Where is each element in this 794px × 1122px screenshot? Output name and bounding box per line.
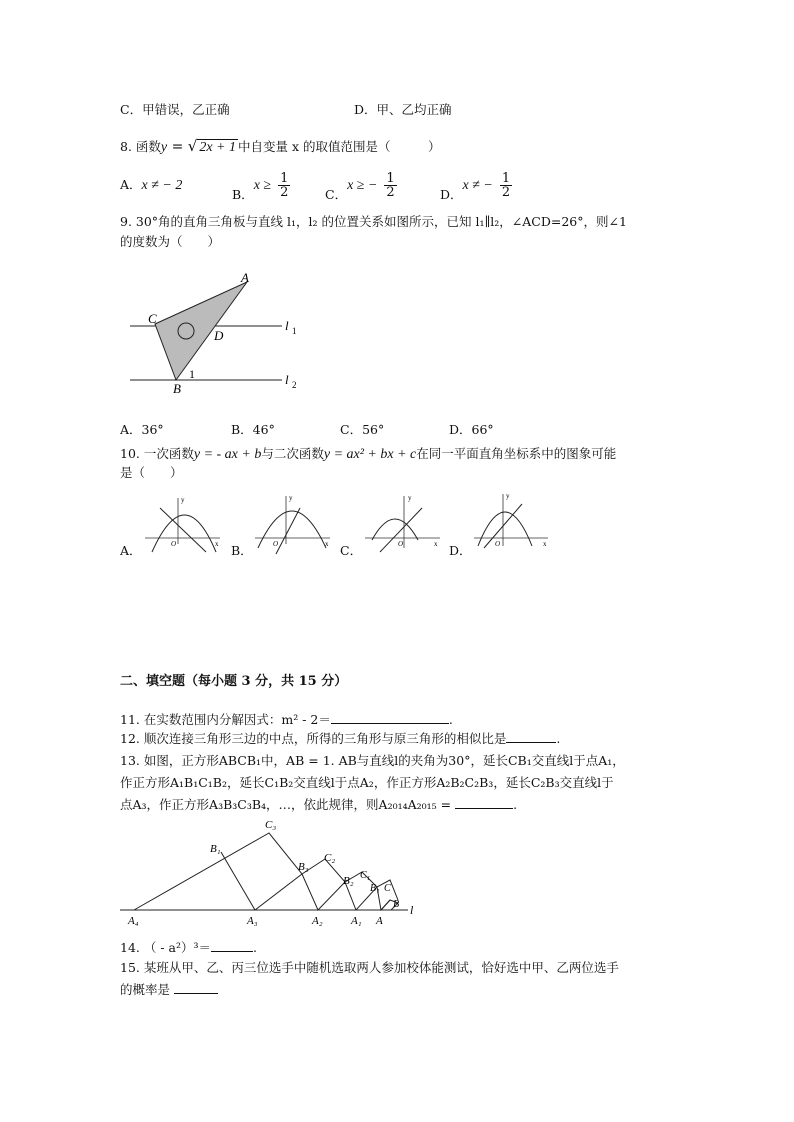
svg-text:y: y xyxy=(506,492,510,500)
q7-option-d: D．甲、乙均正确 xyxy=(354,102,452,117)
q8-formula-y: y xyxy=(160,140,168,155)
label-l2: l xyxy=(285,372,289,387)
svg-text:A: A xyxy=(376,915,383,927)
svg-text:C: C xyxy=(384,883,391,894)
svg-text:x: x xyxy=(434,540,438,548)
q8-stem: 8. 函数y = √ 2x + 1 中自变量 x 的取值范围是（ ） xyxy=(120,137,441,155)
svg-text:B₂: B₂ xyxy=(343,875,354,887)
section-2-title: 二、填空题（每小题 3 分，共 15 分） xyxy=(120,674,348,689)
q15-line1: 15. 某班从甲、乙、丙三位选手中随机选取两人参加校体能测试，恰好选中甲、乙两位选手 xyxy=(120,960,619,975)
q9-option-a: A．36° xyxy=(120,422,164,437)
q11: 11. 在实数范围内分解因式：m² - 2＝ . xyxy=(120,712,453,727)
q9-line1: 9. 30°角的直角三角板与直线 l₁，l₂ 的位置关系如图所示，已知 l₁∥l₂，∠ACD=26°，则∠1 xyxy=(120,214,627,229)
q9-option-c: C．56° xyxy=(340,422,385,437)
q13-line3: 点A₃，作正方形A₃B₃C₃B₄，…，依此规律，则A₂₀₁₄A₂₀₁₅ = . xyxy=(120,797,518,812)
q8-radicand: 2x + 1 xyxy=(199,140,236,155)
svg-text:y: y xyxy=(289,494,293,502)
svg-text:y: y xyxy=(181,496,185,504)
q10-option-b: B． xyxy=(231,543,253,558)
q13-line2: 作正方形A₁B₁C₁B₂，延长C₁B₂交直线l于点A₂，作正方形A₂B₂C₂B₃，延长C₂B₃交直线l于 xyxy=(120,775,614,790)
svg-text:C₁: C₁ xyxy=(360,870,371,881)
svg-text:O: O xyxy=(171,540,177,548)
q14-blank[interactable] xyxy=(211,939,253,952)
svg-text:2: 2 xyxy=(292,380,297,390)
svg-text:O: O xyxy=(273,540,279,548)
q8-prefix: 8. 函数 xyxy=(120,139,161,154)
q9-option-b: B．46° xyxy=(231,422,275,437)
q8-option-c: C．x ≥ − $\frac{1}{2}$ xyxy=(325,171,395,202)
q10-quadratic-formula: y = ax² + bx + c xyxy=(323,447,417,462)
label-C: C xyxy=(148,311,157,326)
label-D: D xyxy=(214,328,224,343)
svg-text:A₂: A₂ xyxy=(312,915,323,927)
label-angle-1: 1 xyxy=(189,367,195,381)
q7-option-c: C．甲错误，乙正确 xyxy=(120,102,230,117)
label-l1: l xyxy=(285,318,289,333)
q10-option-d: D． xyxy=(449,543,472,558)
svg-text:A₁: A₁ xyxy=(351,915,362,927)
svg-text:l: l xyxy=(410,903,414,917)
q8-option-a: A．x ≠ − 2 xyxy=(120,177,183,193)
q8-suffix: 中自变量 x 的取值范围是（ ） xyxy=(238,139,441,154)
svg-text:B: B xyxy=(393,899,400,910)
q10-option-a: A． xyxy=(120,543,142,558)
svg-text:y: y xyxy=(408,494,412,502)
svg-text:O: O xyxy=(495,540,501,548)
q10-line1: 10. 一次函数y = - ax + b与二次函数y = ax² + bx + c在同一平面直角坐标系中的图象可能 xyxy=(120,446,617,462)
q15-line2: 的概率是 xyxy=(120,980,218,998)
svg-text:1: 1 xyxy=(292,326,297,336)
q9-line2: 的度数为（ ） xyxy=(120,234,221,249)
q10-line2: 是（ ） xyxy=(120,465,183,480)
label-A: A xyxy=(241,270,249,285)
svg-text:A₄: A₄ xyxy=(128,915,139,927)
q14: 14. （ - a²）³＝ . xyxy=(120,940,257,955)
svg-text:B₁: B₁ xyxy=(210,843,221,855)
q13-line1: 13. 如图，正方形ABCB₁中，AB = 1. AB与直线l的夹角为30°，延长CB₁交直线l于点A₁， xyxy=(120,753,625,768)
q9-option-d: D．66° xyxy=(449,422,494,437)
q10-linear-formula: y = - ax + b xyxy=(193,447,262,462)
svg-text:x: x xyxy=(543,540,547,548)
svg-text:x: x xyxy=(215,540,219,548)
svg-text:A₃: A₃ xyxy=(247,915,258,927)
q12: 12. 顺次连接三角形三边的中点，所得的三角形与原三角形的相似比是 . xyxy=(120,731,561,746)
q10-option-c: C． xyxy=(340,543,363,558)
svg-text:O: O xyxy=(398,540,404,548)
svg-text:C₂: C₂ xyxy=(324,852,336,864)
q8-option-b: B．x ≥ $\frac{1}{2}$ xyxy=(232,171,289,202)
svg-text:C₃: C₃ xyxy=(265,819,277,831)
q15-blank[interactable] xyxy=(174,981,218,994)
svg-text:x: x xyxy=(325,540,329,548)
q8-option-d: D．x ≠ − $\frac{1}{2}$ xyxy=(440,171,511,202)
svg-text:B₃: B₃ xyxy=(298,861,309,873)
label-B: B xyxy=(173,381,181,396)
svg-text:B₁: B₁ xyxy=(370,883,380,894)
